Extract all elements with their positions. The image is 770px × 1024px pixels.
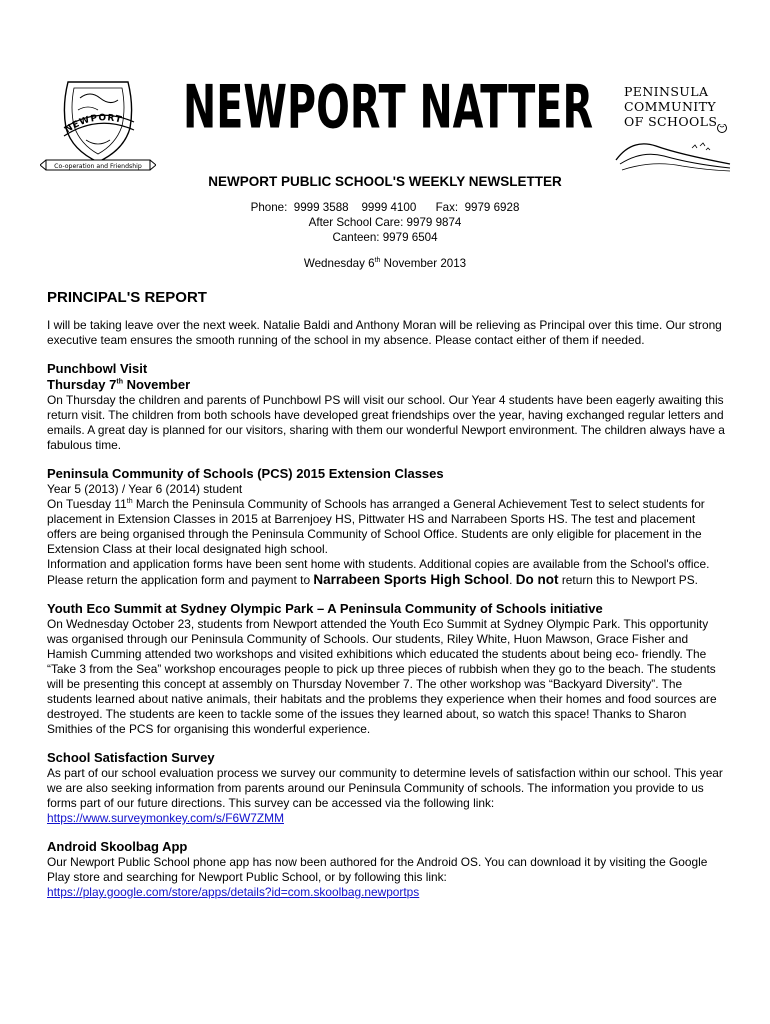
newsletter-masthead [178,70,598,150]
pcs-logo [612,80,732,176]
eco-summit-heading: Youth Eco Summit at Sydney Olympic Park – A Peninsula Community of Schools initiative [47,601,603,616]
survey-link[interactable]: https://www.surveymonkey.com/s/F6W7ZMM [47,811,284,825]
skoolbag-body: Our Newport Public School phone app has now been authored for the Android OS. You can download it by visiting the Google Play store and searching for Newport Public School, or by following this link: [47,855,708,884]
pcs-logo-line1: PENINSULA [624,84,709,99]
pcs-logo-line3: OF SCHOOLS [624,114,718,129]
crest-motto: Co-operation and Friendship [54,163,142,170]
newsletter-content [47,289,727,900]
contact-block [0,200,770,245]
eco-summit-body: On Wednesday October 23, students from Newport attended the Youth Eco Summit at Sydney Olympic Park. This opportunity was organised through our Peninsula Community of Schools. Our students, Riley White, Huon Mawson, Grace Fisher and Hamish Cumming attended two workshops and visited exhibitions which educated the students about being eco- friendly. The “Take 3 from the Sea” workshop encourages people to pick up three pieces of rubbish when they go to the beach. The students will be presenting this concept at assembly on Thursday November 7. The other workshop was “Backyard Diversity”. The students learned about native animals, their habitats and the problems they experience when their homes and food sources are destroyed. The students are keen to tackle some of the issues they learned about, so watch this space! Thanks to Sharon Smithies of the PCS for organising this wonderful experience. [47,617,717,736]
school-crest-logo [40,76,156,174]
masthead-title: NEWPORT NATTER [183,73,593,143]
principal-intro: I will be taking leave over the next week. Natalie Baldi and Anthony Moran will be relieving as Principal over this time. Our strong executive team ensures the smooth running of the school in my absence. Please contact either of them if needed. [47,318,722,347]
canteen-line: Canteen: 9979 6504 [332,231,438,244]
pcs-classes-body: On Tuesday 11th March the Peninsula Community of Schools has arranged a General Achievement Test to select students for placement in Extension Classes in 2015 at Barrenjoey HS, Pittwater HS and Narrabeen Sports HS. The test and placement offers are being organised through the Peninsula Community of School Office. Students are only eligible for placement in the Extension Class at their local designated high school. [47,497,705,556]
crest-banner-text: NEWPORT [63,113,124,136]
punchbowl-heading: Punchbowl Visit [47,361,148,376]
pcs-classes-info: Information and application forms have been sent home with students. Additional copies are available from the School's office. Please return the application form and payment to Narrabeen Sports High School. Do not return this to Newport PS. [47,557,710,587]
newsletter-date: Wednesday 6th November 2013 [303,257,467,270]
phone-fax-line: Phone: 9999 3588 9999 4100 Fax: 9979 6928 [250,201,520,214]
punchbowl-date: Thursday 7th November [47,377,191,392]
newsletter-title: NEWPORT PUBLIC SCHOOL'S WEEKLY NEWSLETTER [208,174,562,189]
pcs-landscape-icon [612,124,732,176]
survey-body: As part of our school evaluation process we survey our community to determine levels of satisfaction within our school. This year we are also seeking information from parents around our Peninsula Community of schools. The information you provide to us forms part of our future directions. This survey can be accessed via the following link: [47,766,723,810]
skoolbag-heading: Android Skoolbag App [47,839,188,854]
principal-report-heading: PRINCIPAL'S REPORT [47,289,207,306]
after-school-care-line: After School Care: 9979 9874 [308,216,462,229]
skoolbag-link[interactable]: https://play.google.com/store/apps/details?id=com.skoolbag.newportps [47,885,420,899]
punchbowl-body: On Thursday the children and parents of Punchbowl PS will visit our school. Our Year 4 students have been eagerly awaiting this return visit. The children from both schools have developed great friendships over the year, having exchanged regular letters and emails. A great day is planned for our visitors, sharing with them our wonderful Newport environment. The children always have a fabulous time. [47,393,725,452]
pcs-classes-heading: Peninsula Community of Schools (PCS) 2015 Extension Classes [47,466,444,481]
survey-heading: School Satisfaction Survey [47,750,215,765]
pcs-classes-years: Year 5 (2013) / Year 6 (2014) student [47,482,243,496]
pcs-logo-line2: COMMUNITY [624,99,717,114]
